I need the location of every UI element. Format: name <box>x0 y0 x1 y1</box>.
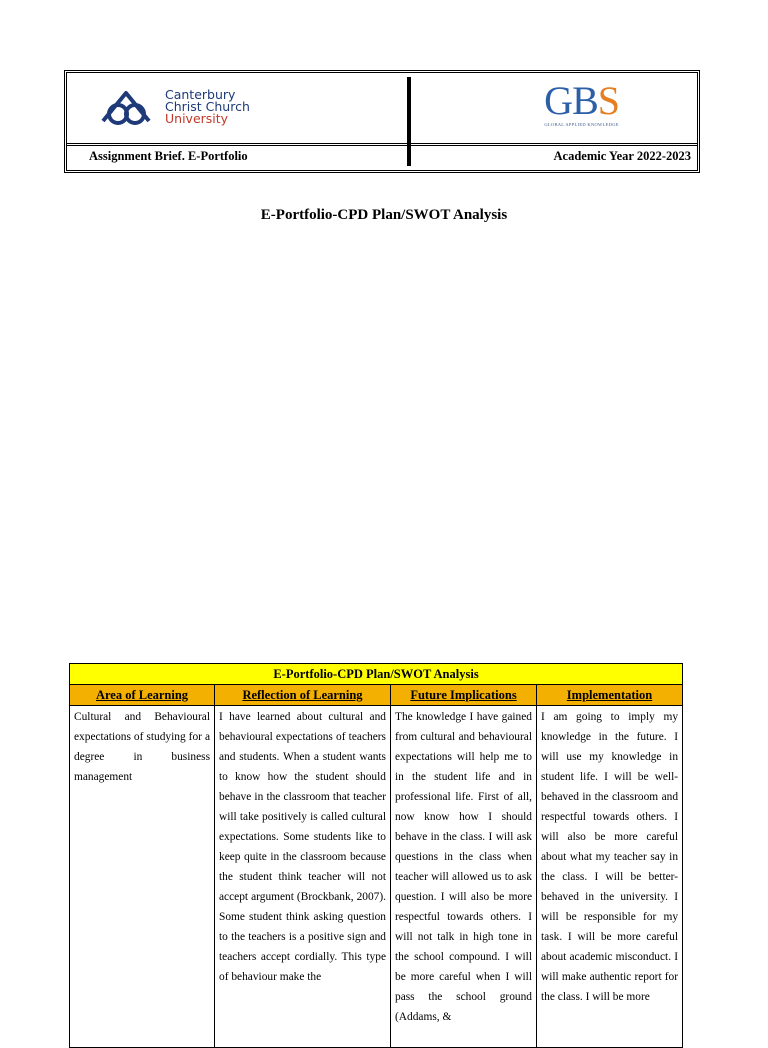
column-header: Reflection of Learning <box>215 685 391 706</box>
gbs-letter-b: B <box>572 78 598 123</box>
header-divider-horizontal <box>67 143 697 146</box>
table-row <box>70 706 683 1048</box>
table-cell-area <box>70 706 215 1048</box>
table-header-row <box>70 685 683 706</box>
assignment-brief-label: Assignment Brief. E-Portfolio <box>89 149 248 163</box>
column-header: Implementation <box>537 685 683 706</box>
table-cell-implementation <box>537 706 683 1048</box>
cccu-logo-line2: Christ Church <box>165 99 250 114</box>
cell-text: The knowledge I have gained from cultural and behavioural expectations will help me to in the student life and in professional life. First of all, now know how I should behave in the class. I will ask questions in the class when teacher will allowed us to ask question. I will also be more respectful towards others. I will not talk in high tone in the school compound. I will be more careful when I will pass the school ground (Addams, & <box>395 711 532 1023</box>
cell-text: I am going to imply my knowledge in the future. I will use my knowledge in student life. I will be well-behaved in the classroom and respectful towards others. I will also be more careful about what my teacher say in the class. I will be better-behaved in the university. I will be responsible for my task. I will be more careful about academic misconduct. I will make authentic report for the class. I will be more <box>541 711 679 1003</box>
gbs-logo <box>544 78 619 127</box>
cccu-logo <box>99 85 250 129</box>
cccu-logo-line1: Canterbury <box>165 87 236 102</box>
cell-text: Cultural and Behavioural expectations of studying for a degree in business management <box>74 711 210 783</box>
cpd-swot-table <box>69 663 683 1048</box>
table-caption-row <box>70 664 683 685</box>
table-cell-future <box>391 706 537 1048</box>
table-caption: E-Portfolio-CPD Plan/SWOT Analysis <box>70 664 683 685</box>
cell-text: I have learned about cultural and behavioural expectations of teachers and students. When a student wants to know how the student should behave in the classroom that teacher will take positively is called cultural expectations. Some students like to keep quite in the classroom because the student think teacher will not accept argument (Brockbank, 2007). Some student think asking question to the teachers is a positive sign and teachers accept cordially. This type of behaviour make the <box>219 711 386 983</box>
document-header <box>64 70 700 173</box>
table-cell-reflection <box>215 706 391 1048</box>
cccu-emblem-icon <box>99 87 157 127</box>
academic-year-label: Academic Year 2022-2023 <box>553 149 691 163</box>
cccu-logo-line3: University <box>165 111 229 126</box>
gbs-tagline: GLOBAL APPLIED KNOWLEDGE <box>544 122 619 127</box>
column-header: Area of Learning <box>70 685 215 706</box>
gbs-wordmark <box>544 78 619 123</box>
header-divider-vertical <box>407 77 411 166</box>
column-header: Future Implications <box>391 685 537 706</box>
gbs-letter-s: S <box>597 78 619 123</box>
gbs-letter-g: G <box>544 78 573 123</box>
page-title: E-Portfolio-CPD Plan/SWOT Analysis <box>260 207 508 223</box>
